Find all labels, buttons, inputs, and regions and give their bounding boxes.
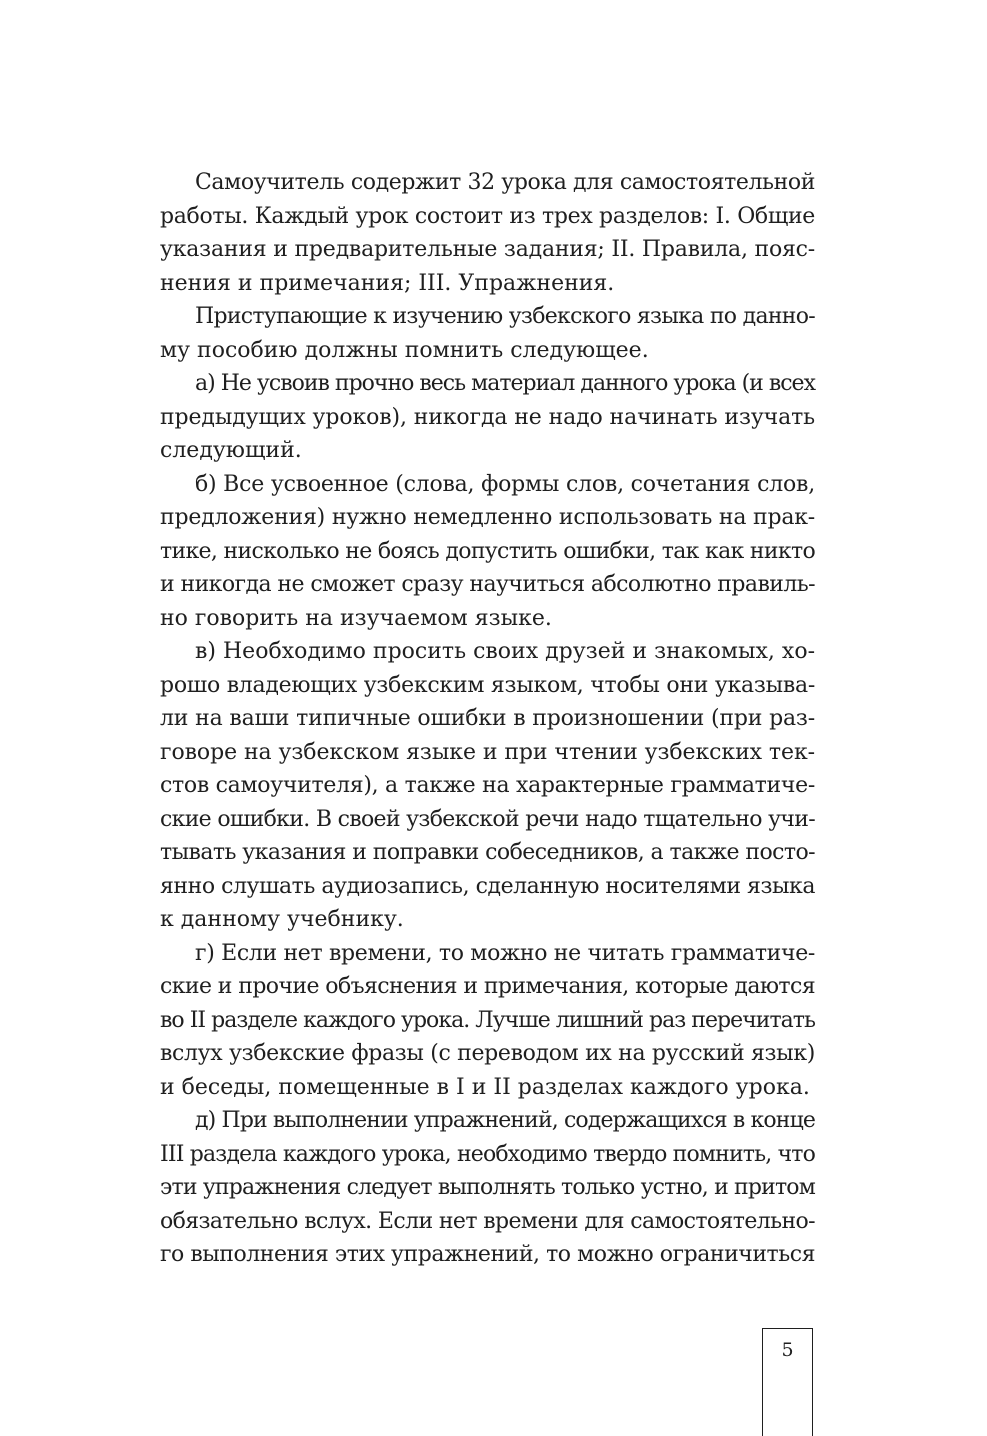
text-line: следующий. bbox=[160, 438, 302, 463]
text-line: стов самоучителя), а также на характерные грамматиче- bbox=[160, 773, 815, 798]
text-line: тывать указания и поправки собеседников, а также посто- bbox=[160, 840, 815, 865]
text-line: г) Если нет времени, то можно не читать грамматиче- bbox=[195, 940, 815, 966]
text-line: а) Не усвоив прочно весь материал данного урока (и всех bbox=[195, 371, 815, 396]
text-line: Приступающие к изучению узбекского языка по данно- bbox=[195, 304, 815, 329]
paragraph-intro bbox=[160, 166, 815, 300]
paragraph-d bbox=[160, 1104, 815, 1272]
page-number: 5 bbox=[781, 1339, 794, 1361]
text-line: д) При выполнении упражнений, содержащихся в конце bbox=[195, 1108, 815, 1133]
text-line: ли на ваши типичные ошибки в произношении (при раз- bbox=[160, 706, 815, 731]
text-line: обязательно вслух. Если нет времени для самостоятельно- bbox=[160, 1208, 815, 1234]
paragraph-b bbox=[160, 468, 815, 636]
text-line: му пособию должны помнить следующее. bbox=[160, 337, 649, 363]
paragraph-a bbox=[160, 367, 815, 468]
paragraph-v bbox=[160, 635, 815, 937]
text-line: ские ошибки. В своей узбекской речи надо тщательно учи- bbox=[160, 806, 815, 832]
text-line: работы. Каждый урок состоит из трех разделов: I. Общие bbox=[160, 203, 815, 229]
text-line: ские и прочие объяснения и примечания, которые даются bbox=[160, 974, 815, 999]
text-line: янно слушать аудиозапись, сделанную носителями языка bbox=[160, 873, 815, 899]
paragraph-g bbox=[160, 937, 815, 1105]
text-line: Самоучитель содержит 32 урока для самостоятельной bbox=[195, 170, 815, 195]
text-line: эти упражнения следует выполнять только устно, и притом bbox=[160, 1175, 815, 1200]
text-line: предложения) нужно немедленно использовать на прак- bbox=[160, 505, 815, 530]
text-line: предыдущих уроков), никогда не надо начинать изучать bbox=[160, 404, 815, 430]
text-line: го выполнения этих упражнений, то можно ограничиться bbox=[160, 1242, 815, 1267]
text-line: говоре на узбекском языке и при чтении узбекских тек- bbox=[160, 739, 815, 765]
text-line: б) Все усвоенное (слова, формы слов, сочетания слов, bbox=[195, 471, 815, 497]
text-line: и никогда не сможет сразу научиться абсолютно правиль- bbox=[160, 572, 815, 597]
text-line: к данному учебнику. bbox=[160, 907, 404, 932]
page-number-tab bbox=[762, 1328, 813, 1436]
text-line: вслух узбекские фразы (с переводом их на русский язык) bbox=[160, 1041, 815, 1066]
body-text bbox=[160, 166, 815, 1272]
text-line: но говорить на изучаемом языке. bbox=[160, 605, 552, 631]
text-line: тике, нисколько не боясь допустить ошибки, так как никто bbox=[160, 538, 816, 564]
text-line: рошо владеющих узбекским языком, чтобы они указыва- bbox=[160, 672, 815, 698]
text-line: и беседы, помещенные в I и II разделах каждого урока. bbox=[160, 1074, 810, 1100]
paragraph-notice bbox=[160, 300, 815, 367]
text-line: нения и примечания; III. Упражнения. bbox=[160, 270, 615, 296]
text-line: указания и предварительные задания; II. Правила, пояс- bbox=[160, 237, 815, 262]
text-line: в) Необходимо просить своих друзей и знакомых, хо- bbox=[195, 639, 815, 664]
text-line: III раздела каждого урока, необходимо твердо помнить, что bbox=[160, 1141, 816, 1167]
text-line: во II разделе каждого урока. Лучше лишний раз перечитать bbox=[160, 1007, 815, 1033]
